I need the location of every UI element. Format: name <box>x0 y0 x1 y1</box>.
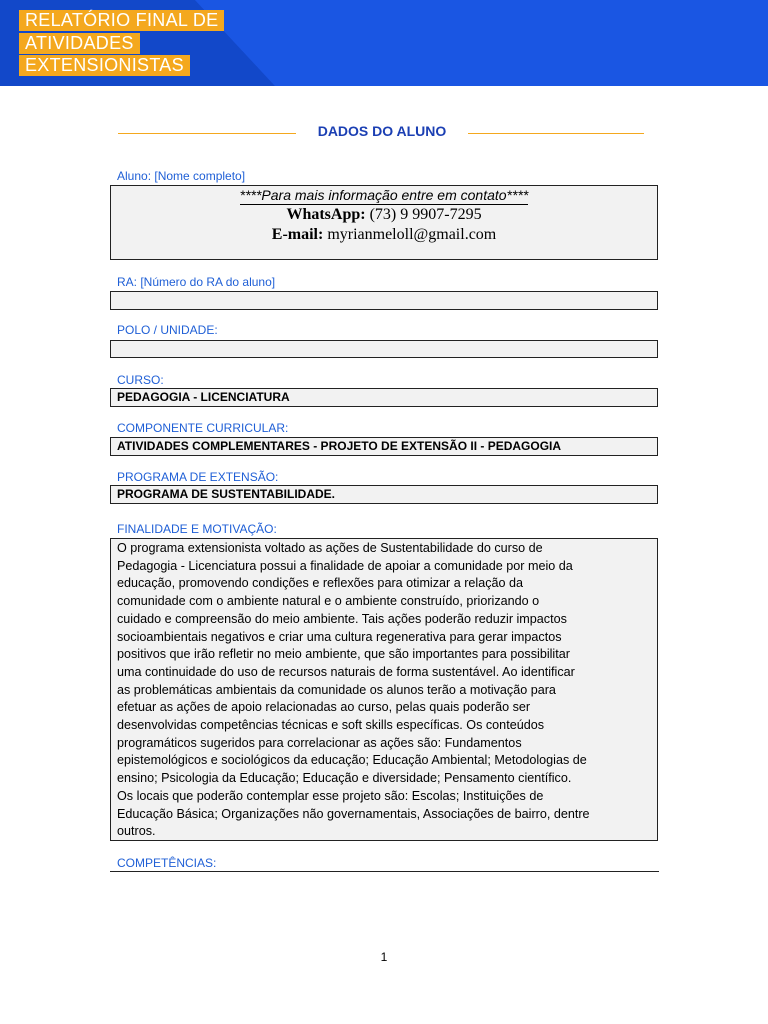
competencias-label: COMPETÊNCIAS: <box>117 856 217 870</box>
email-label: E-mail: <box>271 226 324 243</box>
competencias-field-line[interactable] <box>110 871 659 872</box>
finalidade-line: Os locais que poderão contemplar esse projeto são: Escolas; Instituições de <box>117 788 544 803</box>
curso-field[interactable] <box>110 388 658 407</box>
header-title-line-2: ATIVIDADES <box>19 33 140 54</box>
finalidade-line: Pedagogia - Licenciatura possui a finalidade de apoiar a comunidade por meio da <box>117 558 573 573</box>
contact-notice: ****Para mais informação entre em contato**** <box>239 187 529 203</box>
programa-label: PROGRAMA DE EXTENSÃO: <box>117 470 279 484</box>
section-title: DADOS DO ALUNO <box>317 123 447 139</box>
finalidade-line: cuidado e compreensão do meio ambiente. Tais ações poderão reduzir impactos <box>117 611 567 626</box>
curso-value: PEDAGOGIA - LICENCIATURA <box>117 390 290 404</box>
aluno-label: Aluno: [Nome completo] <box>117 169 246 183</box>
finalidade-field[interactable] <box>110 538 658 841</box>
componente-field[interactable] <box>110 437 658 456</box>
aluno-field[interactable] <box>110 185 658 260</box>
finalidade-line: comunidade com o ambiente natural e o ambiente construído, priorizando o <box>117 594 540 609</box>
programa-value: PROGRAMA DE SUSTENTABILIDADE. <box>117 487 336 501</box>
finalidade-line: positivos que irão refletir no meio ambiente, que são importantes para possibilitar <box>117 647 570 662</box>
finalidade-line: ensino; Psicologia da Educação; Educação e diversidade; Pensamento científico. <box>117 771 572 786</box>
email-value: myrianmeloll@gmail.com <box>323 226 497 243</box>
componente-value: ATIVIDADES COMPLEMENTARES - PROJETO DE EXTENSÃO II - PEDAGOGIA <box>117 439 562 453</box>
finalidade-line: epistemológicos e sociológicos da educação; Educação Ambiental; Metodologias de <box>117 753 587 768</box>
whatsapp-label: WhatsApp: <box>286 206 366 223</box>
email-line <box>111 225 657 245</box>
finalidade-label: FINALIDADE E MOTIVAÇÃO: <box>117 522 277 536</box>
finalidade-line: O programa extensionista voltado as ações de Sustentabilidade do curso de <box>117 541 543 555</box>
polo-field[interactable] <box>110 340 658 358</box>
header-title-line-1: RELATÓRIO FINAL DE <box>19 10 224 31</box>
page-number: 1 <box>380 950 388 964</box>
ra-label: RA: [Número do RA do aluno] <box>117 275 276 289</box>
ra-field[interactable] <box>110 291 658 310</box>
section-rule-left <box>118 133 296 134</box>
header-title-line-3: EXTENSIONISTAS <box>19 55 190 76</box>
finalidade-line: uma continuidade do uso de recursos naturais de forma sustentável. Ao identificar <box>117 664 575 679</box>
finalidade-line: outros. <box>117 824 156 839</box>
programa-field[interactable] <box>110 485 658 504</box>
polo-label: POLO / UNIDADE: <box>117 323 218 337</box>
finalidade-line: educação, promovendo condições e reflexões para otimizar a relação da <box>117 576 524 591</box>
document-header <box>0 0 768 86</box>
section-rule-right <box>468 133 644 134</box>
whatsapp-value: (73) 9 9907-7295 <box>365 206 482 223</box>
finalidade-text <box>111 539 657 841</box>
finalidade-line: Educação Básica; Organizações não governamentais, Associações de bairro, dentre <box>117 806 590 821</box>
finalidade-line: desenvolvidas competências técnicas e soft skills específicas. Os conteúdos <box>117 718 545 733</box>
componente-label: COMPONENTE CURRICULAR: <box>117 421 289 435</box>
finalidade-line: programáticos sugeridos para correlacionar as ações são: Fundamentos <box>117 735 522 750</box>
curso-label: CURSO: <box>117 373 164 387</box>
finalidade-line: as problemáticas ambientais da comunidade os alunos terão a motivação para <box>117 682 556 697</box>
whatsapp-line <box>111 205 657 225</box>
finalidade-line: socioambientais negativos e criar uma cultura regenerativa para gerar impactos <box>117 629 562 644</box>
finalidade-line: efetuar as ações de apoio relacionadas ao curso, pelas quais poderão ser <box>117 700 531 715</box>
